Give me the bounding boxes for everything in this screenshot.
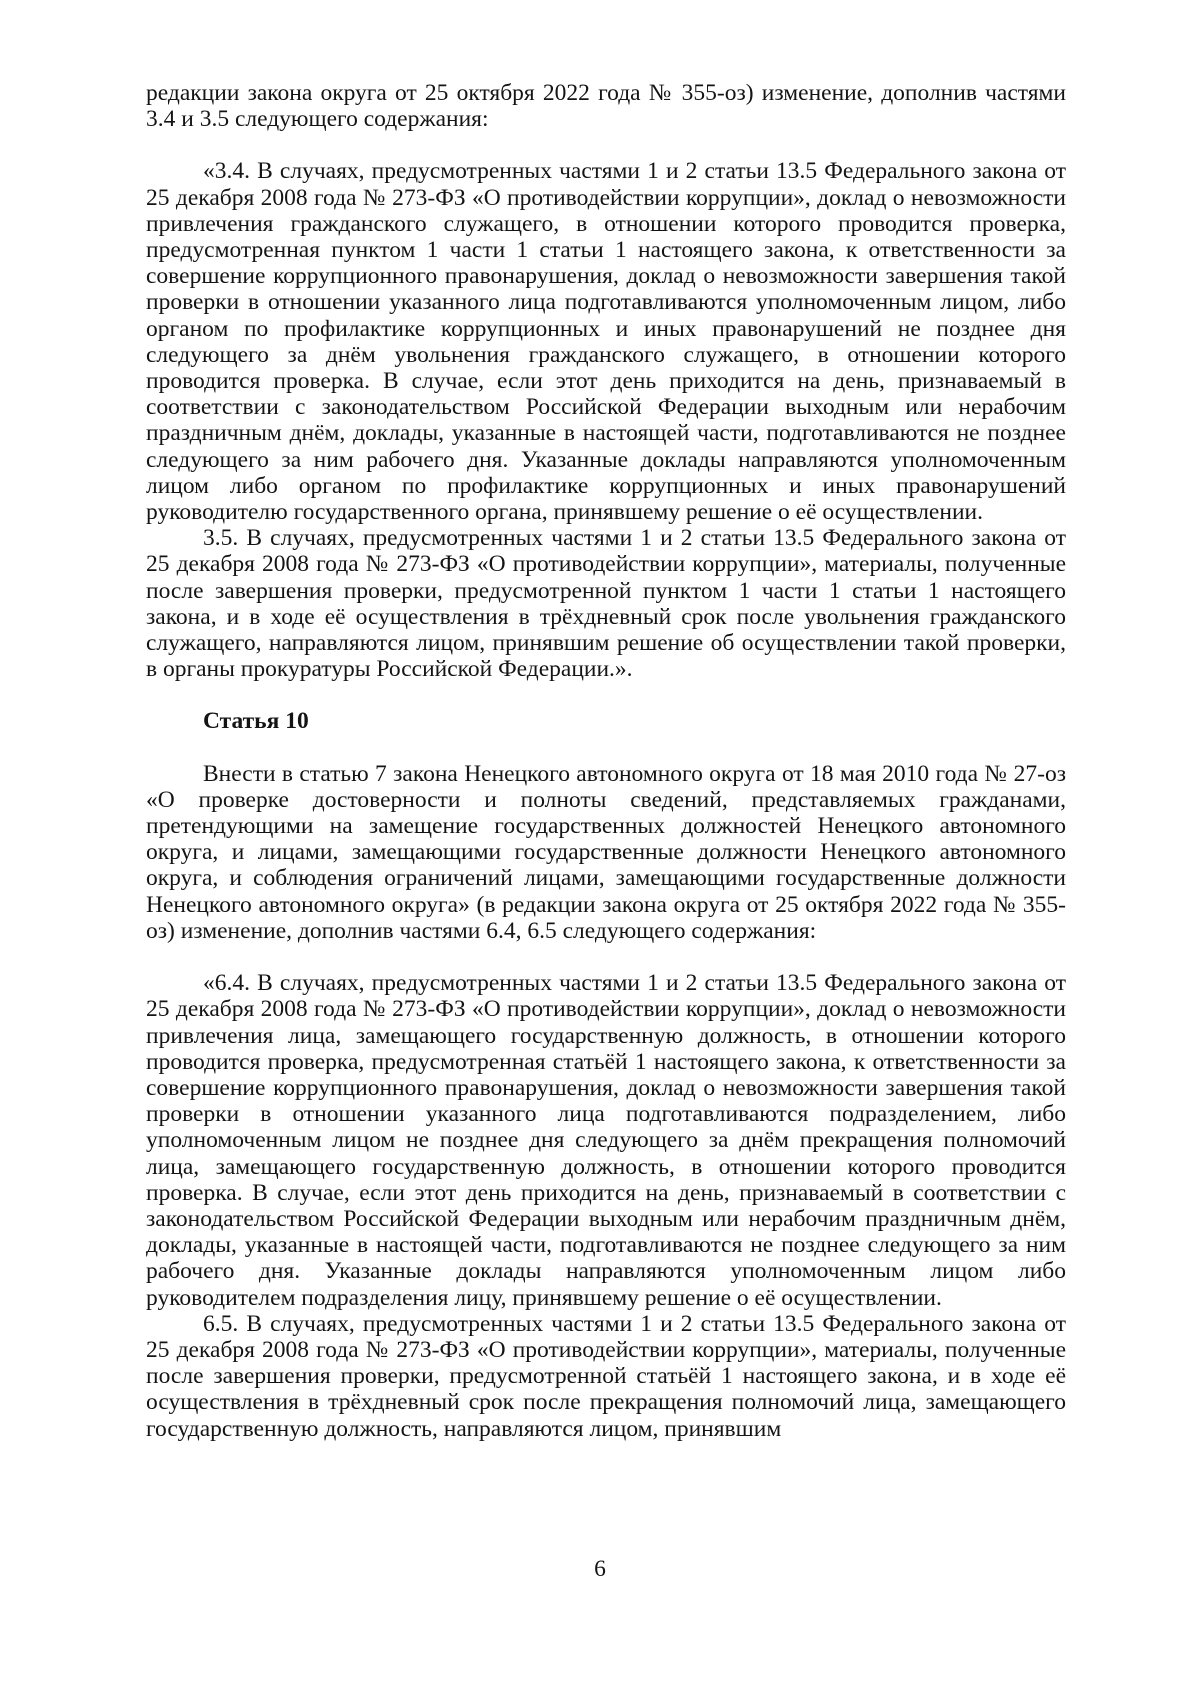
paragraph-part-6-4: «6.4. В случаях, предусмотренных частями 1 и 2 статьи 13.5 Федерального закона от 25 декабря 2008 года № 273-ФЗ «О противодействии коррупции», доклад о невозможности привлечения лица, замещающего государственную должность, в отношении которого проводится проверка, предусмотренная статьёй 1 настоящего закона, к ответственности за совершение коррупционного правонарушения, доклад о невозможности завершения такой проверки в отношении указанного лица подготавливаются подразделением, либо уполномоченным лицом не позднее дня следующего за днём прекращения полномочий лица, замещающего государственную должность, в отношении которого проводится проверка. В случае, если этот день приходится на день, признаваемый в соответствии с законодательством Российской Федерации выходным или нерабочим праздничным днём, доклады, указанные в настоящей части, подготавливаются не позднее следующего за ним рабочего дня. Указанные доклады направляются уполномоченным лицом либо руководителем подразделения лицу, принявшему решение о её осуществлении. xyxy=(146,970,1066,1311)
paragraph-article-10-intro: Внести в статью 7 закона Ненецкого автономного округа от 18 мая 2010 года № 27-оз «О проверке достоверности и полноты сведений, представляемых гражданами, претендующими на замещение государственных должностей Ненецкого автономного округа, и лицами, замещающими государственные должности Ненецкого автономного округа, и соблюдения ограничений лицами, замещающими государственные должности Ненецкого автономного округа» (в редакции закона округа от 25 октября 2022 года № 355-оз) изменение, дополнив частями 6.4, 6.5 следующего содержания: xyxy=(146,760,1066,944)
article-heading: Статья 10 xyxy=(203,708,309,735)
paragraph-amendment-intro: редакции закона округа от 25 октября 2022 года № 355-оз) изменение, дополнив частями 3.4 и 3.5 следующего содержания: xyxy=(146,80,1066,133)
paragraph-part-3-4: «3.4. В случаях, предусмотренных частями 1 и 2 статьи 13.5 Федерального закона от 25 декабря 2008 года № 273-ФЗ «О противодействии коррупции», доклад о невозможности привлечения гражданского служащего, в отношении которого проводится проверка, предусмотренная пунктом 1 части 1 статьи 1 настоящего закона, к ответственности за совершение коррупционного правонарушения, доклад о невозможности завершения такой проверки в отношении указанного лица подготавливаются уполномоченным лицом, либо органом по профилактике коррупционных и иных правонарушений не позднее дня следующего за днём увольнения гражданского служащего, в отношении которого проводится проверка. В случае, если этот день приходится на день, признаваемый в соответствии с законодательством Российской Федерации выходным или нерабочим праздничным днём, доклады, указанные в настоящей части, подготавливаются не позднее следующего за ним рабочего дня. Указанные доклады направляются уполномоченным лицом либо органом по профилактике коррупционных и иных правонарушений руководителю государственного органа, принявшему решение о её осуществлении. xyxy=(146,158,1066,526)
paragraph-part-3-5: 3.5. В случаях, предусмотренных частями 1 и 2 статьи 13.5 Федерального закона от 25 декабря 2008 года № 273-ФЗ «О противодействии коррупции», материалы, полученные после завершения проверки, предусмотренной пунктом 1 части 1 статьи 1 настоящего закона, и в ходе её осуществления в трёхдневный срок после увольнения гражданского служащего, направляются лицом, принявшим решение об осуществлении такой проверки, в органы прокуратуры Российской Федерации.». xyxy=(146,525,1066,683)
document-body xyxy=(146,80,1066,1442)
paragraph-part-6-5: 6.5. В случаях, предусмотренных частями 1 и 2 статьи 13.5 Федерального закона от 25 декабря 2008 года № 273-ФЗ «О противодействии коррупции», материалы, полученные после завершения проверки, предусмотренной статьёй 1 настоящего закона, и в ходе её осуществления в трёхдневный срок после прекращения полномочий лица, замещающего государственную должность, направляются лицом, принявшим xyxy=(146,1310,1066,1442)
page-number: 6 xyxy=(594,1556,606,1582)
